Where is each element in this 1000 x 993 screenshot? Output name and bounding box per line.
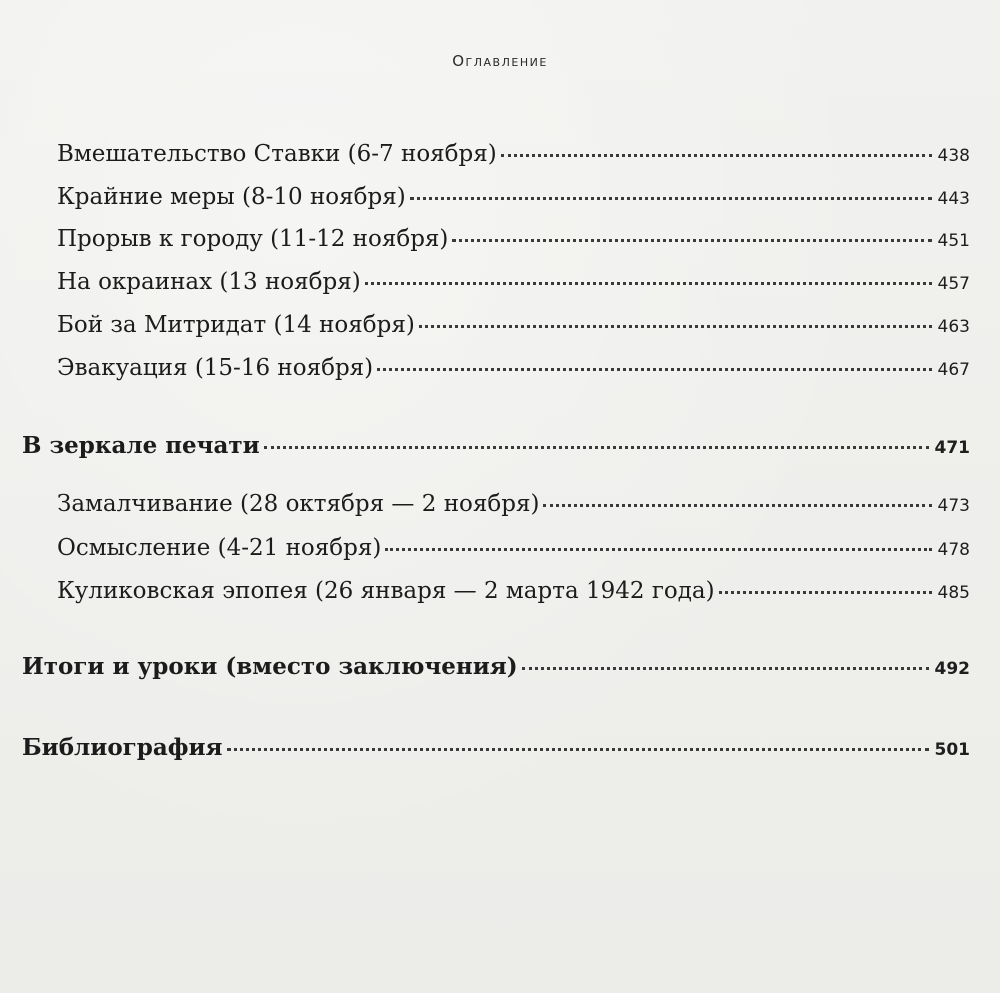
dot-leader [543,504,931,507]
dot-leader [522,667,929,670]
toc-entry [57,578,970,610]
toc-entry [57,491,970,523]
toc-entry-page: 471 [934,438,970,458]
dot-leader [365,282,932,285]
toc-entry [57,535,970,567]
toc-chapter [22,432,970,464]
toc-entry-page: 473 [937,496,970,516]
toc-entry [57,226,970,258]
toc-entry [57,141,970,173]
dot-leader [227,748,929,751]
dot-leader [719,591,932,594]
running-head: Оглавление [452,52,548,70]
toc-entry-title: Бой за Митридат (14 ноября) [57,312,415,338]
toc-chapter [22,653,970,685]
toc-entry [57,355,970,387]
toc-entry-title: Осмысление (4-21 ноября) [57,535,382,561]
dot-leader [419,325,932,328]
dot-leader [264,446,929,449]
dot-leader [452,239,931,242]
toc-entry [57,312,970,344]
toc-entry-title: Прорыв к городу (11-12 ноября) [57,226,449,252]
toc-entry-page: 501 [934,740,970,760]
toc-entry-page: 463 [937,317,970,337]
dot-leader [410,197,932,200]
toc-entry-title: На окраинах (13 ноября) [57,269,361,295]
toc-entry-page: 492 [934,659,970,679]
toc-entry-page: 467 [937,360,970,380]
toc-chapter [22,734,970,766]
toc-entry-title: Эвакуация (15-16 ноября) [57,355,374,381]
toc-entry [57,184,970,216]
toc-entry-page: 457 [937,274,970,294]
toc-entry-page: 451 [937,231,970,251]
toc-entry-page: 485 [937,583,970,603]
dot-leader [377,368,931,371]
dot-leader [501,154,932,157]
toc-entry-page: 478 [937,540,970,560]
toc-entry-title: Вмешательство Ставки (6-7 ноября) [57,141,497,167]
toc-entry-page: 443 [937,189,970,209]
toc-entry-title: Куликовская эпопея (26 января — 2 марта 1942 года) [57,578,715,604]
toc-entry-title: Замалчивание (28 октября — 2 ноября) [57,491,540,517]
dot-leader [385,548,931,551]
toc-entry-page: 438 [937,146,970,166]
toc-entry-title: Крайние меры (8-10 ноября) [57,184,406,210]
toc-entry-title: Библиография [22,734,223,761]
toc-entry [57,269,970,301]
toc-entry-title: В зеркале печати [22,432,260,459]
toc-entry-title: Итоги и уроки (вместо заключения) [22,653,518,680]
